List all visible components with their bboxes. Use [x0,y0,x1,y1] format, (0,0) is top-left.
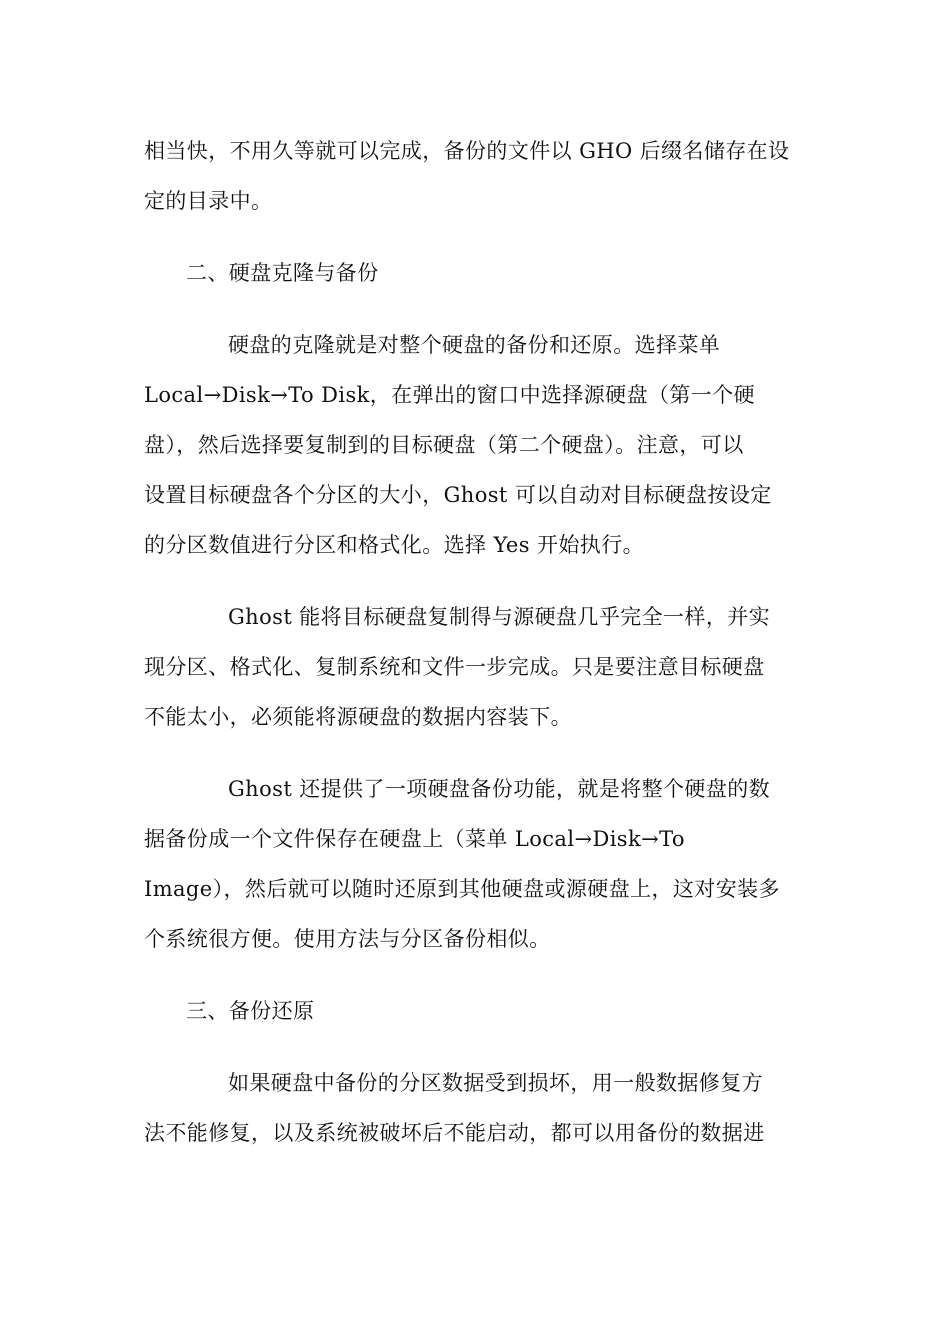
section-2-para-1-line-5: 的分区数值进行分区和格式化。选择 Yes 开始执行。 [144,533,644,557]
intro-line-2: 定的目录中。 [144,189,273,213]
section-2-para-1-line-1: 硬盘的克隆就是对整个硬盘的备份和还原。选择菜单 [228,333,721,357]
section-2-para-3-line-2: 据备份成一个文件保存在硬盘上（菜单 Local→Disk→To [144,827,685,851]
section-2-para-3-line-4: 个系统很方便。使用方法与分区备份相似。 [144,927,551,951]
section-2-para-1-line-4: 设置目标硬盘各个分区的大小，Ghost 可以自动对目标硬盘按设定 [144,483,772,507]
section-2-para-2-line-2: 现分区、格式化、复制系统和文件一步完成。只是要注意目标硬盘 [144,655,765,679]
section-2-para-3-line-1: Ghost 还提供了一项硬盘备份功能，就是将整个硬盘的数 [228,777,771,801]
section-3-para-1-line-2: 法不能修复，以及系统被破坏后不能启动，都可以用备份的数据进 [144,1121,765,1145]
intro-line-1: 相当快，不用久等就可以完成，备份的文件以 GHO 后缀名储存在设 [144,139,790,163]
section-2-heading: 二、硬盘克隆与备份 [186,261,379,285]
section-2-para-2-line-1: Ghost 能将目标硬盘复制得与源硬盘几乎完全一样，并实 [228,605,771,629]
section-3-heading: 三、备份还原 [186,999,315,1023]
section-2-para-1-line-2: Local→Disk→To Disk，在弹出的窗口中选择源硬盘（第一个硬 [144,383,755,407]
section-2-para-3-line-3: Image），然后就可以随时还原到其他硬盘或源硬盘上，这对安装多 [144,877,780,901]
section-2-para-2-line-3: 不能太小，必须能将源硬盘的数据内容装下。 [144,705,572,729]
section-3-para-1-line-1: 如果硬盘中备份的分区数据受到损坏，用一般数据修复方 [228,1071,763,1095]
section-2-para-1-line-3: 盘），然后选择要复制到的目标硬盘（第二个硬盘）。注意，可以 [144,433,744,457]
